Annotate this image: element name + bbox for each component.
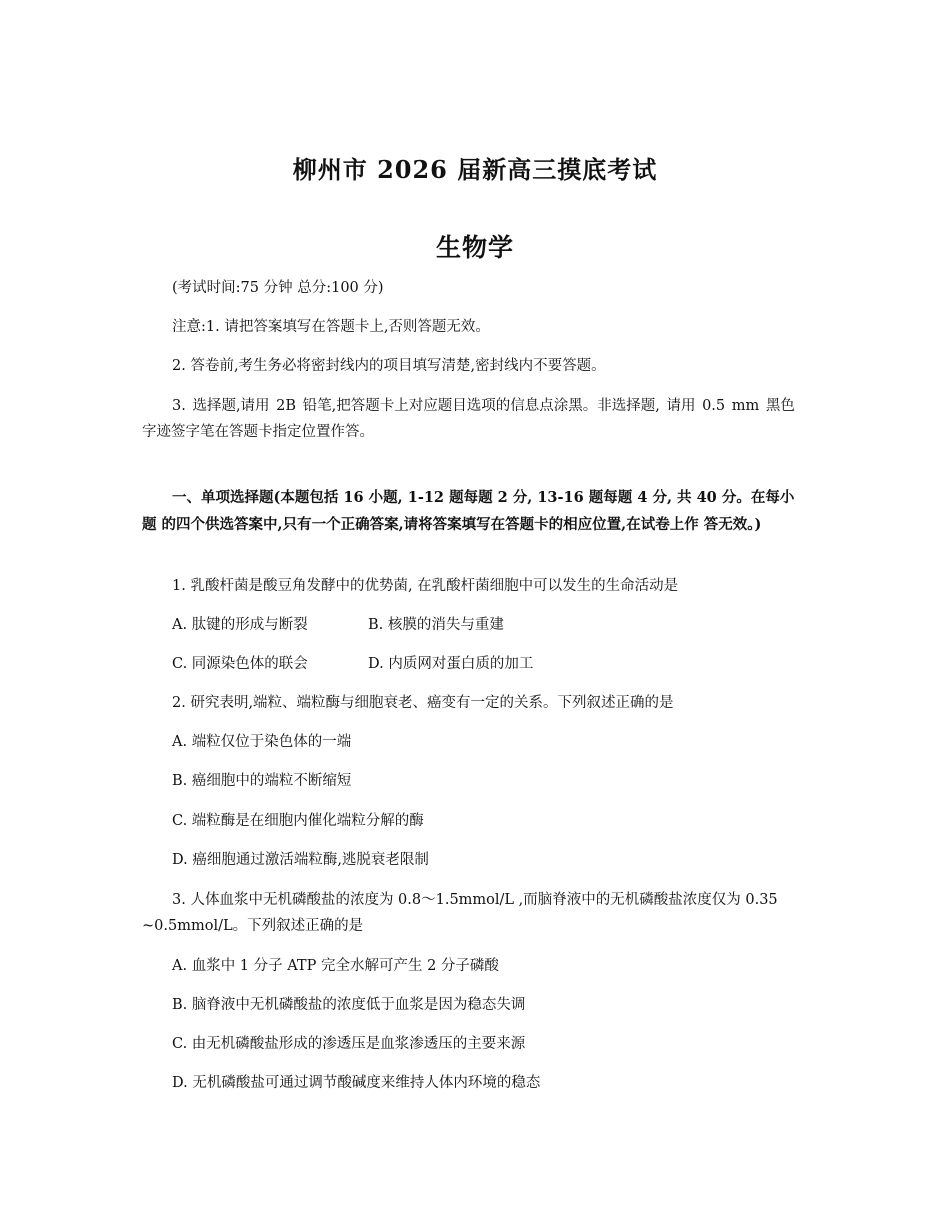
note-3: 3. 选择题,请用 2B 铅笔,把答题卡上对应题目选项的信息点涂黑。非选择题, 请用 0.5 mm 黑色字迹签字笔在答题卡指定位置作答。 [142, 398, 795, 440]
exam-time-info: (考试时间:75 分钟 总分:100 分) [172, 280, 384, 296]
subject-title: 生物学 [435, 233, 514, 262]
section-1-heading: 一、单项选择题(本题包括 16 小题, 1-12 题每题 2 分, 13-16 题每题 4 分, 共 40 分。在每小题 的四个供选答案中,只有一个正确答案,请将答案填写在答题卡的相应位置,在试卷上作 答无效。) [142, 489, 795, 533]
question-2-stem: 2. 研究表明,端粒、端粒酶与细胞衰老、癌变有一定的关系。下列叙述正确的是 [172, 695, 674, 711]
question-2-option-d: D. 癌细胞通过激活端粒酶,逃脱衰老限制 [172, 852, 429, 868]
question-3-option-a: A. 血浆中 1 分子 ATP 完全水解可产生 2 分子磷酸 [172, 958, 499, 974]
question-1-options-row-2 [172, 652, 836, 677]
question-2-option-c: C. 端粒酶是在细胞内催化端粒分解的酶 [172, 813, 424, 829]
question-2-option-a: A. 端粒仅位于染色体的一端 [172, 734, 352, 750]
question-1-option-b: B. 核膜的消失与重建 [368, 617, 504, 633]
note-1: 注意:1. 请把答案填写在答题卡上,否则答题无效。 [172, 319, 490, 335]
question-1-option-d: D. 内质网对蛋白质的加工 [368, 656, 534, 672]
question-1-stem: 1. 乳酸杆菌是酸豆角发酵中的优势菌, 在乳酸杆菌细胞中可以发生的生命活动是 [172, 578, 679, 594]
question-1-options-row-1 [172, 613, 836, 638]
question-3-option-b: B. 脑脊液中无机磷酸盐的浓度低于血浆是因为稳态失调 [172, 997, 526, 1013]
question-1-option-a: A. 肽键的形成与断裂 [172, 617, 308, 633]
question-2-option-b: B. 癌细胞中的端粒不断缩短 [172, 773, 352, 789]
exam-title: 柳州市 2026 届新高三摸底考试 [292, 155, 658, 184]
question-1-option-c: C. 同源染色体的联会 [172, 656, 308, 672]
note-2: 2. 答卷前,考生务必将密封线内的项目填写清楚,密封线内不要答题。 [172, 358, 606, 374]
question-3-option-c: C. 由无机磷酸盐形成的渗透压是血浆渗透压的主要来源 [172, 1036, 526, 1052]
question-3-option-d: D. 无机磷酸盐可通过调节酸碱度来维持人体内环境的稳态 [172, 1075, 541, 1091]
question-3-stem: 3. 人体血浆中无机磷酸盐的浓度为 0.8～1.5mmol/L ,而脑脊液中的无机磷酸盐浓度仅为 0.35 ~0.5mmol/L。下列叙述正确的是 [142, 892, 778, 934]
